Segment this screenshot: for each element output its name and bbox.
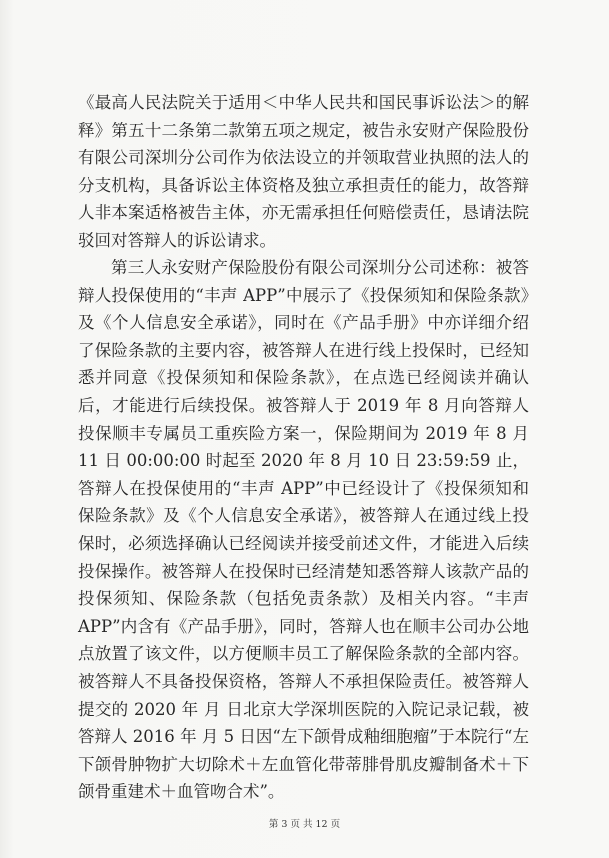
paragraph-third-party-statement: 第三人永安财产保险股份有限公司深圳分公司述称：被答辩人投保使用的“丰声 APP”中展示了《投保须知和保险条款》及《个人信息安全承诺》，同时在《产品手册》中亦详细介绍了保险条款的主要内容，被答辩人在进行线上投保时，已经知悉并同意《投保须知和保险条款》，在点选已经阅读并确认后，才能进行后续投保。被答辩人于 2019 年 8 月向答辩人投保顺丰专属员工重疾险方案一，保险期间为 2019 年 8 月 11 日 00:00:00 时起至 2020 年 8 月 10 日 23:59:59 止，答辩人在投保使用的“丰声 APP”中已经设计了《投保须知和保险条款》及《个人信息安全承诺》，被答辩人在通过线上投保时，必须选择确认已经阅读并接受前述文件，才能进入后续投保操作。被答辩人在投保时已经清楚知悉答辩人该款产品的投保须知、保险条款（包括免责条款）及相关内容。“丰声 APP”内含有《产品手册》，同时，答辩人也在顺丰公司办公地点放置了该文件，以方便顺丰员工了解保险条款的全部内容。被答辩人不具备投保资格，答辩人不承担保险责任。被答辩人提交的 2020 年 月 日北京大学深圳医院的入院记录记载，被答辩人 2016 年 月 5 日因“左下颌骨成釉细胞瘤”于本院行“左下颌骨肿物扩大切除术＋左血管化带蒂腓骨肌皮瓣制备术＋下颌骨重建术＋血管吻合术”。	[78, 258, 529, 802]
page-number-footer: 第 3 页 共 12 页	[268, 819, 341, 830]
paragraph-legal-basis: 《最高人民法院关于适用＜中华人民共和国民事诉讼法＞的解释》第五十二条第二款第五项之规定，被告永安财产保险股份有限公司深圳分公司作为依法设立的并领取营业执照的法人的分支机构，具备诉讼主体资格及独立承担责任的能力，故答辩人非本案适格被告主体，亦无需承担任何赔偿责任，恳请法院驳回对答辩人的诉讼请求。	[78, 93, 529, 250]
